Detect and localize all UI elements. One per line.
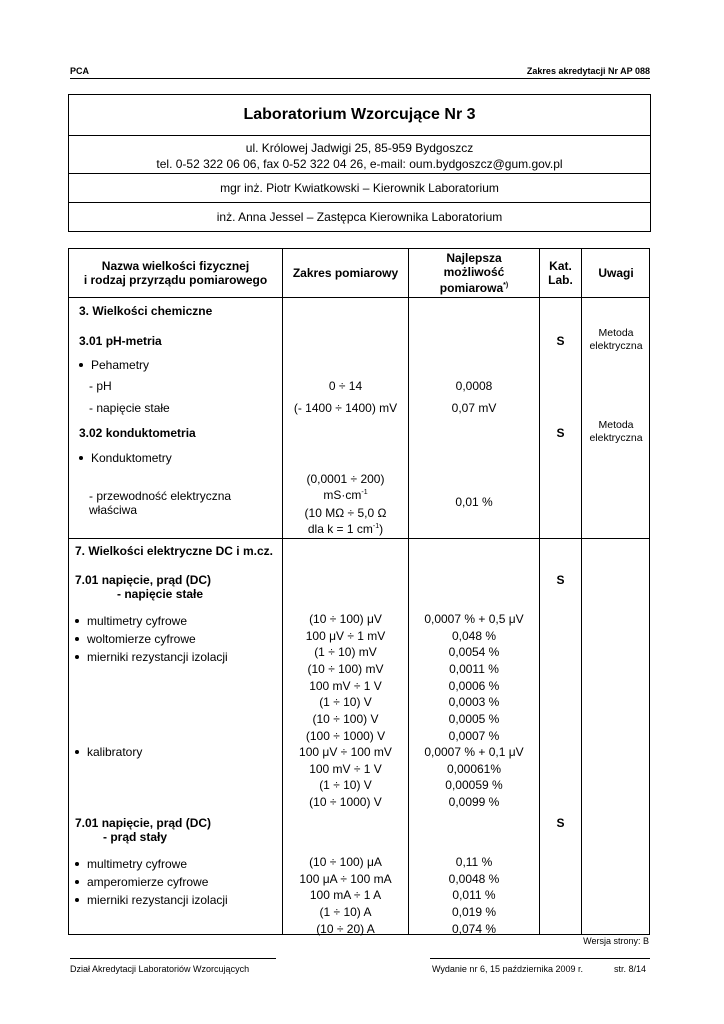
- col-header-name-line2: i rodzaj przyrządu pomiarowego: [83, 273, 268, 287]
- range-line: (0,0001 ÷ 200): [306, 472, 385, 486]
- capability-value: 0,0007 %: [448, 728, 500, 743]
- lab-info-box: [68, 94, 651, 232]
- bullet-icon: [79, 456, 83, 460]
- range-value: 100 mA ÷ 1 A: [309, 888, 382, 903]
- header-row-divider: [69, 297, 649, 298]
- range-value: (100 ÷ 1000) V: [305, 728, 386, 743]
- device-item: [75, 648, 228, 666]
- col-header-range: Zakres pomiarowy: [292, 266, 399, 280]
- quantity-label: - pH: [89, 379, 112, 393]
- quantity-label-line: właściwa: [89, 503, 138, 517]
- page-header: [70, 66, 650, 76]
- bullet-icon: [75, 637, 79, 641]
- remark-line: elektryczna: [589, 340, 643, 352]
- subsection-title-line: 7.01 napięcie, prąd (DC): [75, 573, 212, 587]
- capability-value: 0,0007 % + 0,5 μV: [424, 612, 524, 626]
- capability-value: 0,00059 %: [445, 778, 503, 793]
- range-value: (10 ÷ 1000) V: [309, 795, 382, 810]
- device-list: [75, 612, 228, 666]
- accreditation-table: [68, 248, 650, 935]
- lab-deputy: inż. Anna Jessel – Zastępca Kierownika Laboratorium: [69, 203, 650, 232]
- device-label: multimetry cyfrowe: [87, 857, 188, 871]
- capability-value: 0,00061%: [446, 761, 502, 776]
- range-value: (10 ÷ 100) μV: [309, 612, 382, 626]
- lab-title: Laboratorium Wzorcujące Nr 3: [69, 95, 650, 136]
- range-line: dla k = 1 cm: [307, 522, 373, 536]
- subsection-title: [75, 816, 211, 844]
- device-item: [75, 630, 228, 648]
- device-label: Pehametry: [91, 358, 150, 372]
- bullet-icon: [79, 363, 83, 367]
- range-value: 0 ÷ 14: [328, 379, 363, 393]
- range-value: (10 ÷ 100) μA: [309, 855, 382, 869]
- footer-edition: Wydanie nr 6, 15 października 2009 r.: [432, 964, 584, 974]
- range-line: (10 MΩ ÷ 5,0 Ω: [304, 506, 387, 520]
- range-value: (1 ÷ 10) A: [319, 905, 372, 920]
- range-value: (1 ÷ 10) mV: [314, 645, 377, 660]
- lab-address-block: [69, 136, 650, 174]
- capability-list: [409, 744, 539, 811]
- device-label: kalibratory: [87, 745, 143, 759]
- device-label: woltomierze cyfrowe: [87, 632, 196, 646]
- subsection-title: 3.02 konduktometria: [79, 426, 196, 440]
- capability-value: 0,048 %: [451, 628, 497, 643]
- subsection-title-line: - prąd stały: [103, 830, 168, 844]
- capability-value: 0,019 %: [451, 905, 497, 920]
- exponent: -1: [361, 489, 368, 496]
- range-value: 100 μV ÷ 1 mV: [305, 628, 386, 643]
- capability-value: 0,07 mV: [451, 401, 497, 415]
- device-label: amperomierze cyfrowe: [87, 875, 209, 889]
- section-title: 7. Wielkości elektryczne DC i m.cz.: [75, 544, 273, 558]
- range-value: (10 ÷ 20) A: [316, 921, 375, 936]
- col-header-name: [69, 249, 282, 297]
- capability-list: [409, 611, 539, 745]
- device-item: [75, 745, 142, 759]
- bullet-icon: [75, 898, 79, 902]
- range-list: [283, 744, 408, 811]
- lab-contact: tel. 0-52 322 06 06, fax 0-52 322 04 26, e-mail: oum.bydgoszcz@gum.gov.pl: [156, 157, 563, 171]
- range-value: (10 ÷ 100) V: [312, 712, 379, 727]
- footnote-mark: *): [503, 282, 509, 289]
- range-value: (- 1400 ÷ 1400) mV: [293, 401, 398, 415]
- col-header-kat: [540, 249, 581, 297]
- capability-value: 0,0006 %: [448, 678, 500, 693]
- device-item: [79, 358, 149, 372]
- bullet-icon: [75, 862, 79, 866]
- device-item: [75, 855, 228, 873]
- range-value: (1 ÷ 10) V: [319, 778, 372, 793]
- bullet-icon: [75, 619, 79, 623]
- bullet-icon: [75, 750, 79, 754]
- device-item: [75, 612, 228, 630]
- subsection-title-line: - napięcie stałe: [117, 587, 204, 601]
- device-label: mierniki rezystancji izolacji: [87, 650, 228, 664]
- footer-department: Dział Akredytacji Laboratoriów Wzorcujących: [70, 964, 250, 974]
- col-divider: [282, 249, 283, 934]
- capability-value: 0,0048 %: [448, 871, 500, 886]
- range-value: (1 ÷ 10) V: [319, 695, 372, 710]
- range-line: mS·cm: [323, 488, 362, 502]
- col-header-kat-line1: Kat.: [549, 259, 572, 273]
- remark-line: Metoda: [598, 419, 634, 431]
- device-item: [79, 451, 172, 465]
- remark-line: Metoda: [598, 327, 634, 339]
- quantity-label: [89, 489, 231, 517]
- capability-value: 0,0099 %: [448, 795, 500, 810]
- range-list: [283, 611, 408, 745]
- kat-lab-value: S: [556, 816, 565, 830]
- range-value: 100 μV ÷ 100 mV: [299, 745, 392, 759]
- range-line-end: ): [379, 522, 384, 536]
- footer-rule-right: [430, 958, 650, 959]
- device-label: Konduktometry: [91, 451, 172, 465]
- range-value: 100 mV ÷ 1 V: [309, 678, 382, 693]
- bullet-icon: [75, 655, 79, 659]
- device-item: [75, 891, 228, 909]
- capability-value: 0,01 %: [455, 495, 493, 509]
- header-left: PCA: [70, 66, 90, 76]
- device-list: [75, 855, 228, 909]
- col-header-kat-line2: Lab.: [548, 273, 573, 287]
- capability-value: 0,0003 %: [448, 695, 500, 710]
- col-divider: [408, 249, 409, 934]
- kat-lab-value: S: [556, 334, 565, 348]
- header-right: Zakres akredytacji Nr AP 088: [526, 66, 650, 76]
- col-header-name-line1: Nazwa wielkości fizycznej: [101, 259, 250, 273]
- section-title: 3. Wielkości chemiczne: [79, 304, 213, 318]
- capability-value: 0,0007 % + 0,1 μV: [424, 745, 524, 759]
- capability-value: 0,0054 %: [448, 645, 500, 660]
- quantity-label: - napięcie stałe: [89, 401, 170, 415]
- range-list: [283, 854, 408, 937]
- col-header-capability-line1: Najlepsza: [446, 251, 502, 265]
- lab-head: mgr inż. Piotr Kwiatkowski – Kierownik Laboratorium: [69, 174, 650, 203]
- remark-method: [582, 327, 650, 353]
- device-label: mierniki rezystancji izolacji: [87, 893, 228, 907]
- lab-address: ul. Królowej Jadwigi 25, 85-959 Bydgoszcz: [245, 141, 474, 155]
- kat-lab-value: S: [556, 426, 565, 440]
- footer-rule-left: [70, 958, 276, 959]
- device-item: [75, 873, 228, 891]
- capability-value: 0,0005 %: [448, 712, 500, 727]
- col-header-uwagi: Uwagi: [598, 266, 634, 280]
- device-label: multimetry cyfrowe: [87, 614, 188, 628]
- remark-line: elektryczna: [589, 432, 643, 444]
- subsection-title-line: 7.01 napięcie, prąd (DC): [75, 816, 212, 830]
- range-value: 100 μA ÷ 100 mA: [299, 871, 392, 886]
- capability-value: 0,0008: [455, 379, 493, 393]
- capability-value: 0,011 %: [452, 888, 496, 903]
- bullet-icon: [75, 880, 79, 884]
- col-header-capability-line2: możliwość: [443, 265, 505, 279]
- subsection-title: 3.01 pH-metria: [79, 334, 162, 348]
- remark-method: [582, 419, 650, 445]
- subsection-title: [75, 573, 211, 601]
- col-divider: [539, 249, 540, 934]
- capability-value: 0,0011 %: [449, 662, 499, 677]
- footer-page-number: str. 8/14: [614, 964, 647, 974]
- range-value: [283, 472, 408, 536]
- capability-value: 0,11 %: [455, 855, 493, 869]
- section-divider: [69, 538, 649, 539]
- exponent: -1: [372, 523, 380, 530]
- range-value: (10 ÷ 100) mV: [307, 662, 384, 677]
- col-header-capability-line3: pomiarowa: [439, 281, 504, 295]
- capability-list: [409, 854, 539, 937]
- col-header-capability: [409, 249, 539, 297]
- range-value: 100 mV ÷ 1 V: [309, 761, 382, 776]
- kat-lab-value: S: [556, 573, 565, 587]
- page-version: Wersja strony: B: [583, 936, 649, 946]
- header-rule: [70, 78, 650, 79]
- capability-value: 0,074 %: [451, 921, 497, 936]
- quantity-label-line: - przewodność elektryczna: [89, 489, 232, 503]
